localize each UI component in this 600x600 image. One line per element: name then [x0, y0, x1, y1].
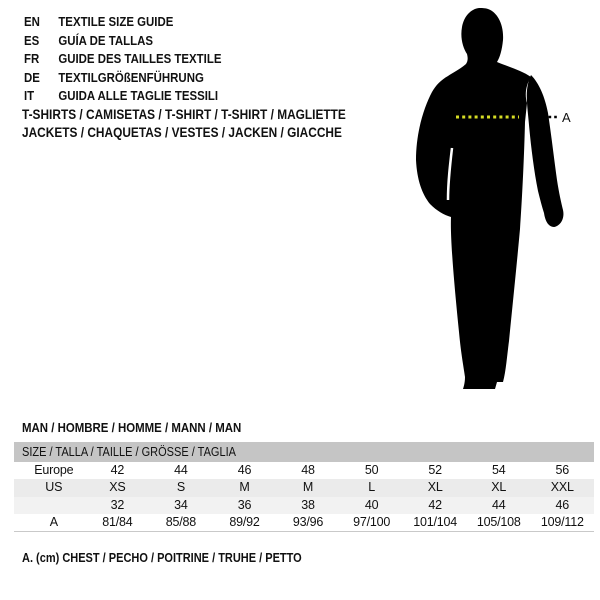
- size-value: 105/108: [476, 514, 521, 529]
- size-value: 42: [428, 497, 442, 512]
- size-value: 46: [555, 497, 570, 512]
- size-value: S: [176, 480, 185, 495]
- language-code: FR: [24, 51, 40, 66]
- category-line-jackets: JACKETS / CHAQUETAS / VESTES / JACKEN / GIACCHE: [22, 124, 342, 140]
- size-value: 42: [110, 463, 125, 477]
- row-label: US: [45, 480, 63, 495]
- language-row: [24, 50, 221, 69]
- size-value: L: [368, 480, 375, 495]
- language-title: TEXTILGRÖßENFÜHRUNG: [58, 69, 204, 85]
- silhouette-body: [416, 8, 531, 389]
- garment-categories: [22, 106, 390, 141]
- size-value: XS: [109, 480, 126, 495]
- category-line-tshirts: T-SHIRTS / CAMISETAS / T-SHIRT / T-SHIRT / MAGLIETTE: [22, 107, 346, 122]
- row-label: A: [49, 514, 58, 529]
- language-title: GUÍA DE TALLAS: [58, 32, 154, 48]
- size-table-body: [14, 462, 594, 532]
- measure-label-a: A: [562, 110, 571, 125]
- size-value: XXL: [550, 480, 574, 495]
- language-row: [24, 32, 221, 51]
- size-value: 32: [110, 497, 125, 512]
- size-value: 81/84: [102, 514, 133, 529]
- size-value: XL: [427, 480, 443, 495]
- language-legend: [24, 13, 248, 106]
- size-value: 34: [174, 497, 188, 512]
- size-value: 101/104: [413, 514, 458, 529]
- size-value: 44: [174, 463, 188, 477]
- table-row: [14, 497, 594, 514]
- language-title: GUIDA ALLE TAGLIE TESSILI: [58, 88, 219, 103]
- size-value: 89/92: [229, 514, 260, 529]
- table-row: [14, 479, 594, 496]
- size-table: [14, 442, 594, 532]
- man-silhouette-svg: [398, 0, 580, 400]
- size-value: 85/88: [165, 514, 197, 529]
- language-row: [24, 69, 221, 88]
- size-value: 44: [491, 497, 506, 512]
- language-code: EN: [24, 14, 40, 29]
- table-row: [14, 462, 594, 479]
- size-value: 97/100: [353, 514, 391, 529]
- size-table-header: [14, 442, 594, 462]
- size-table-header-text: SIZE / TALLA / TAILLE / GRÖSSE / TAGLIA: [22, 445, 236, 459]
- size-value: 48: [301, 463, 315, 477]
- size-value: 56: [555, 463, 570, 477]
- silhouette-right-arm: [527, 75, 564, 227]
- size-value: 52: [428, 463, 442, 477]
- size-value: M: [239, 480, 250, 495]
- size-value: M: [302, 480, 314, 495]
- section-title-man: MAN / HOMBRE / HOMME / MANN / MAN: [22, 420, 242, 435]
- size-value: 93/96: [292, 514, 324, 529]
- language-title: GUIDE DES TAILLES TEXTILE: [58, 51, 222, 66]
- language-code: ES: [24, 32, 40, 48]
- size-value: 36: [237, 497, 252, 512]
- language-code: DE: [24, 69, 40, 85]
- size-value: 38: [301, 497, 315, 512]
- size-value: 50: [364, 463, 379, 477]
- size-value: XL: [491, 480, 507, 495]
- language-row: [24, 87, 221, 106]
- language-title: TEXTILE SIZE GUIDE: [58, 14, 174, 29]
- row-label: [14, 497, 86, 514]
- measurement-footnote: A. (cm) CHEST / PECHO / POITRINE / TRUHE / PETTO: [22, 551, 302, 565]
- row-label: Europe: [34, 463, 74, 477]
- size-value: 109/112: [540, 514, 584, 529]
- table-row: [14, 514, 594, 532]
- size-value: 46: [237, 463, 252, 477]
- language-code: IT: [24, 88, 35, 103]
- size-value: 54: [491, 463, 506, 477]
- size-value: 40: [364, 497, 379, 512]
- man-silhouette-figure: [398, 0, 580, 400]
- language-row: [24, 13, 221, 32]
